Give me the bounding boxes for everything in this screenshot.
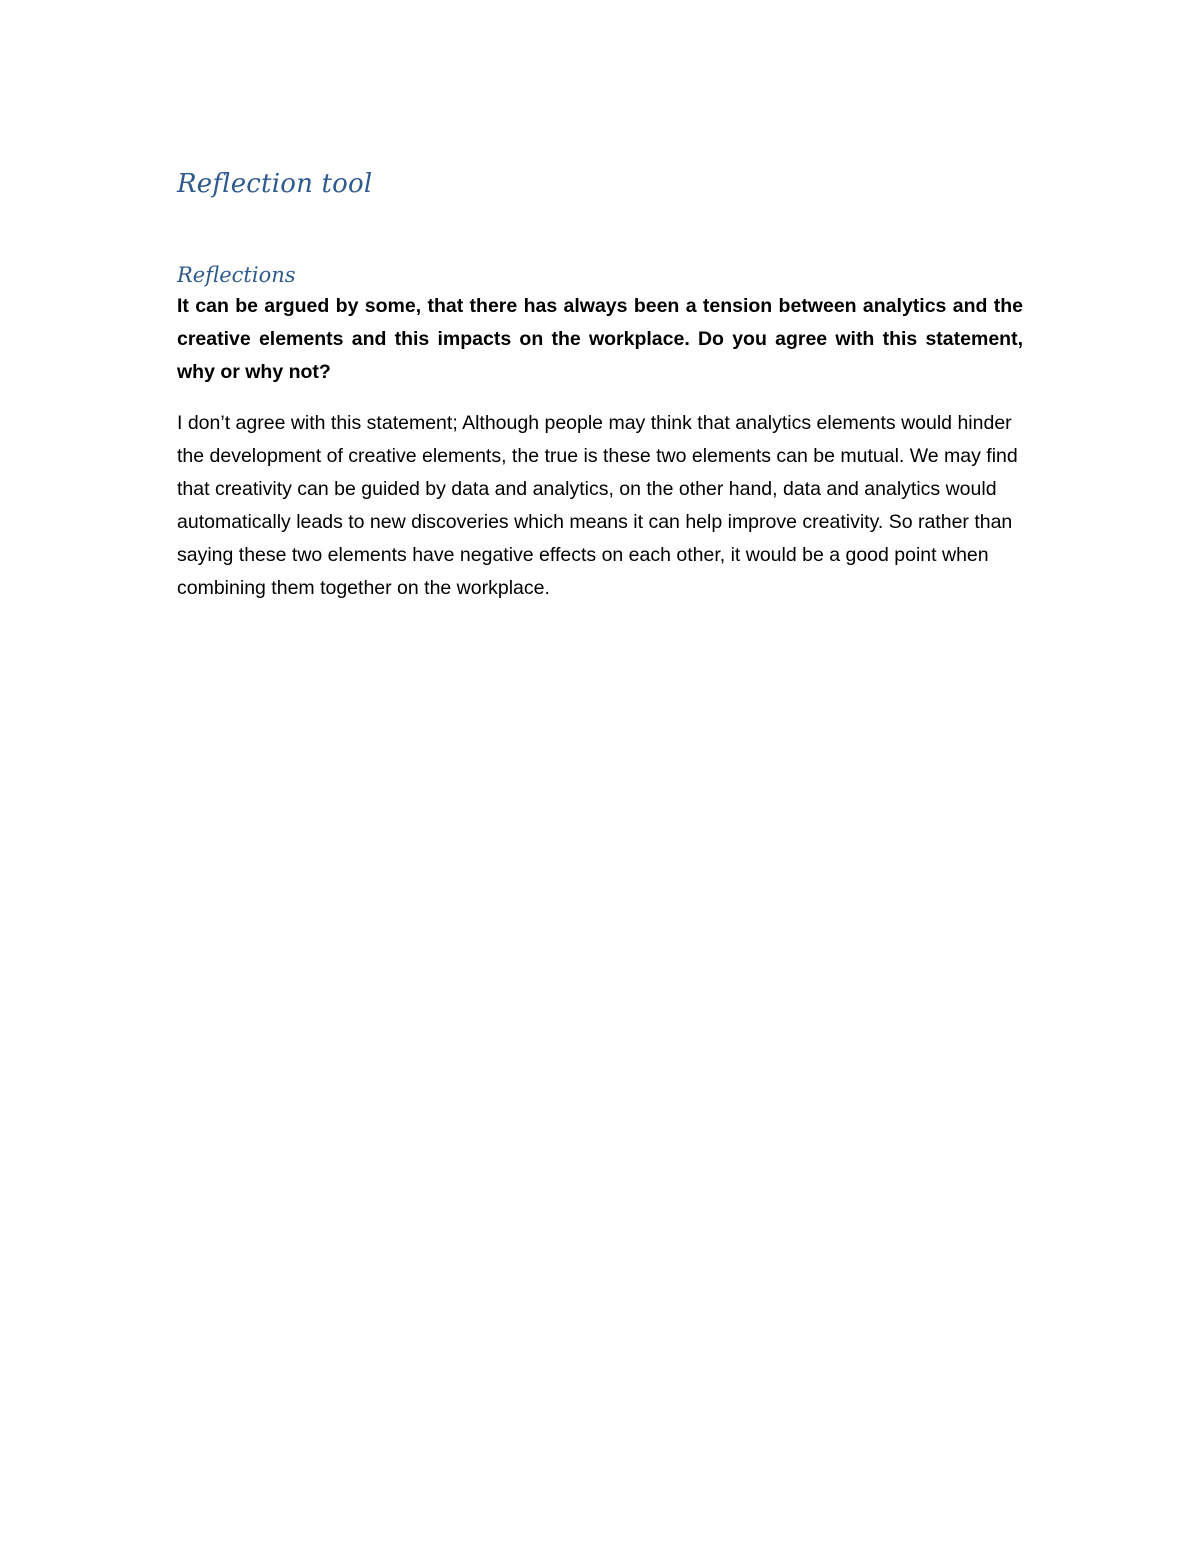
reflection-answer: I don’t agree with this statement; Although people may think that analytics elements would hinder the development of creative elements, the true is these two elements can be mutual. We may find that creativity can be guided by data and analytics, on the other hand, data and analytics would automatically leads to new discoveries which means it can help improve creativity. So rather than saying these two elements have negative effects on each other, it would be a good point when combining them together on the workplace. [177, 412, 1018, 599]
document-body [177, 164, 1023, 605]
document-title: Reflection tool [177, 169, 373, 199]
section-heading-reflections: Reflections [177, 263, 296, 287]
reflection-question: It can be argued by some, that there has always been a tension between analytics and the creative elements and this impacts on the workplace. Do you agree with this statement, why or why not? [177, 295, 1023, 383]
